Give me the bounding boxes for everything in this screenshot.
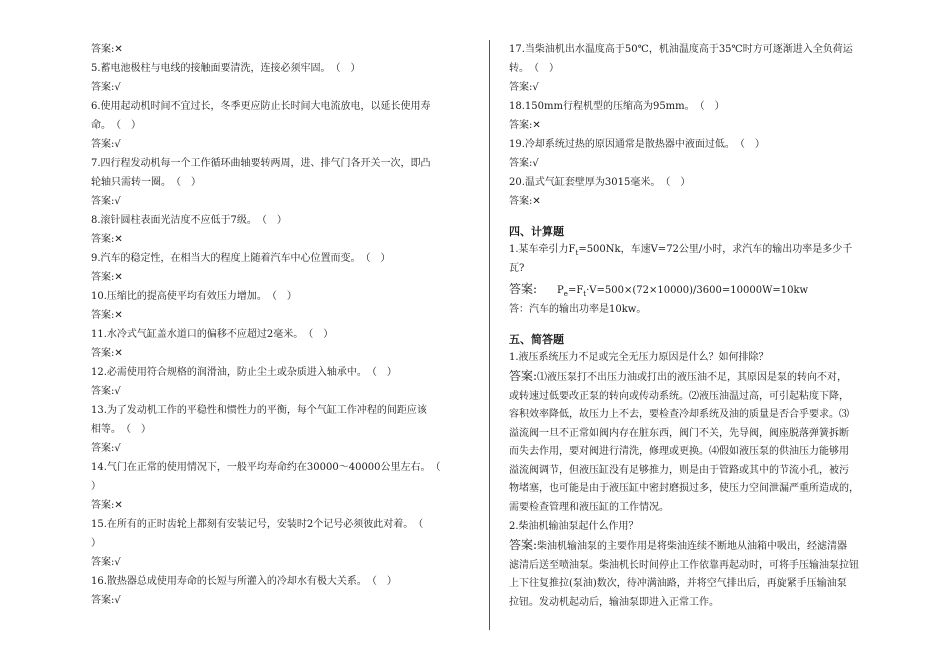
question-line: 5.蓄电池极柱与电线的接触面要清洗，连接必须牢固。 （ ） (91, 63, 361, 74)
answer-line: 物堵塞，也可能是由于液压缸中密封磨损过多，使压力空间泄漏严重所造成的， (509, 483, 859, 494)
short-question-2: 2.柴油机输油泵起什么作用？ (509, 521, 639, 532)
calc-question-line-2: 瓦? (509, 263, 525, 274)
question-line: 答案:√ (91, 557, 121, 568)
question-line: 16.散热器总成使用寿命的长短与所灌入的冷却水有极大关系。 （ ） (91, 576, 397, 587)
answer-label: 答案: (509, 369, 538, 383)
question-line: 答案:✕ (91, 44, 123, 55)
question-line: 19.冷却系统过热的原因通常是散热器中液面过低。 （ ） (509, 139, 765, 150)
question-line: ） (91, 538, 101, 549)
question-line: 17.当柴油机出水温度高于50℃，机油温度高于35℃时方可逐渐进入全负荷运 (509, 44, 853, 55)
answer-line: 答案:⑴液压泵打不出压力油或打出的液压油不足，其原因是泵的转向不对， (509, 369, 848, 383)
question-line: 答案:√ (91, 196, 121, 207)
short-answer-1 (509, 367, 879, 517)
column-divider (489, 40, 490, 630)
question-line: 答案:√ (91, 139, 121, 150)
answer-label: 答案: (509, 538, 538, 552)
question-line: 15.在所有的正时齿轮上都刻有安装记号，安装时2个记号必须彼此对着。 （ (91, 519, 424, 530)
question-line: 8.滚针圆柱表面光洁度不应低于7级。 （ ） (91, 215, 287, 226)
answer-line: 容积效率降低，故压力上不去，要检查冷却系统及油的质量是否合乎要求。⑶ (509, 409, 849, 420)
calc-answer-conclusion: 答：汽车的输出功率是10kw。 (509, 304, 647, 315)
question-line: 10.压缩比的提高使平均有效压力增加。 （ ） (91, 291, 297, 302)
question-line: 答案:√ (91, 443, 121, 454)
question-line: 转。 （ ） (509, 63, 559, 74)
section-heading-short-answer: 五、简答题 (509, 333, 564, 346)
answer-line: 或转速过低要改正泵的转向或传动系统。⑵液压油温过高，可引起粘度下降， (509, 390, 849, 402)
question-line: 答案:✕ (91, 272, 123, 283)
question-line: 答案:√ (509, 82, 539, 93)
question-line: 9.汽车的稳定性，在相当大的程度上随着汽车中心位置而变。 （ ） (91, 253, 391, 264)
answer-line: 上下往复推拉(泵油)数次，待冲满油路，并将空气排出后，再旋紧手压输油泵 (509, 578, 847, 589)
left-column (91, 40, 476, 610)
section-heading-calculation: 四、计算题 (509, 225, 564, 238)
question-line: ） (91, 481, 101, 492)
question-line: 11.水冷式气缸盖水道口的偏移不应超过2毫米。 （ ） (91, 329, 334, 340)
question-line: 答案:✕ (91, 500, 123, 511)
question-line: 答案:✕ (509, 196, 541, 207)
question-line: 命。 （ ） (91, 120, 141, 131)
question-line: 14.气门在正常的使用情况下，一般平均寿命约在30000～40000公里左右。 （ (91, 462, 441, 473)
answer-line: 滤清后送至喷油泵。柴油机长时间停止工作依靠再起动时，可将手压输油泵拉钮 (509, 559, 859, 571)
question-line: 答案:✕ (509, 120, 541, 131)
question-line: 相等。 （ ） (91, 424, 151, 435)
question-line: 答案:√ (91, 595, 121, 606)
short-answer-2 (509, 536, 879, 612)
question-line: 7.四行程发动机每一个工作循环曲轴要转两周，进、排气门各开关一次，即凸 (91, 158, 431, 169)
question-line: 答案:√ (91, 82, 121, 93)
answer-line: 需要检查管理和液压缸的工作情况。 (509, 501, 669, 513)
question-line: 20.温式气缸套壁厚为3015毫米。 （ ） (509, 177, 691, 188)
question-line: 12.必需使用符合规格的润滑油，防止尘土或杂质进入轴承中。 （ ） (91, 367, 397, 378)
answer-line: 而失去作用，要对阀进行清洗，修理或更换。⑷假如液压泵的供油压力能够用 (509, 446, 849, 457)
answer-line: 溢流阀一旦不正常如阀内存在脏东西，阀门不关，先导阀，阀座脱落弹簧拆断 (509, 427, 849, 439)
question-line: 答案:√ (509, 158, 539, 169)
answer-line: 拉钮。发动机起动后，输油泵即进入正常工作。 (509, 596, 719, 608)
question-line: 答案:✕ (91, 348, 123, 359)
question-line: 答案:✕ (91, 310, 123, 321)
answer-line: 答案:柴油机输油泵的主要作用是将柴油连续不断地从油箱中吸出，经滤清器 (509, 538, 848, 552)
question-line: 答案:√ (91, 386, 121, 397)
right-column (509, 40, 879, 612)
question-line: 6.使用起动机时间不宜过长，冬季更应防止长时间大电流放电，以延长使用寿 (91, 101, 431, 112)
question-line: 答案:✕ (91, 234, 123, 245)
question-line: 13.为了发动机工作的平稳性和惯性力的平衡，每个气缸工作冲程的间距应该 (91, 405, 427, 416)
question-line: 18.150mm行程机型的压缩高为95mm。 （ ） (509, 101, 725, 112)
short-question-1: 1.液压系统压力不足或完全无压力原因是什么？如何排除？ (509, 352, 769, 363)
answer-line: 溢流阀调节，但液压缸没有足够推力，则是由于管路或其中的节流小孔，被污 (509, 464, 849, 476)
calc-question-line: 1.某车牵引力$F_t=500Nk$，车速V=72公里/小时，求汽车的输出功率是多少千 (509, 244, 853, 257)
calc-answer-formula: 答案: $P_e=F_t\cdot V=500\times(72\times 10000)/3600=10000W=10kw$ (509, 282, 809, 298)
question-line: 轮轴只需转一圈。 （ ） (91, 177, 201, 188)
